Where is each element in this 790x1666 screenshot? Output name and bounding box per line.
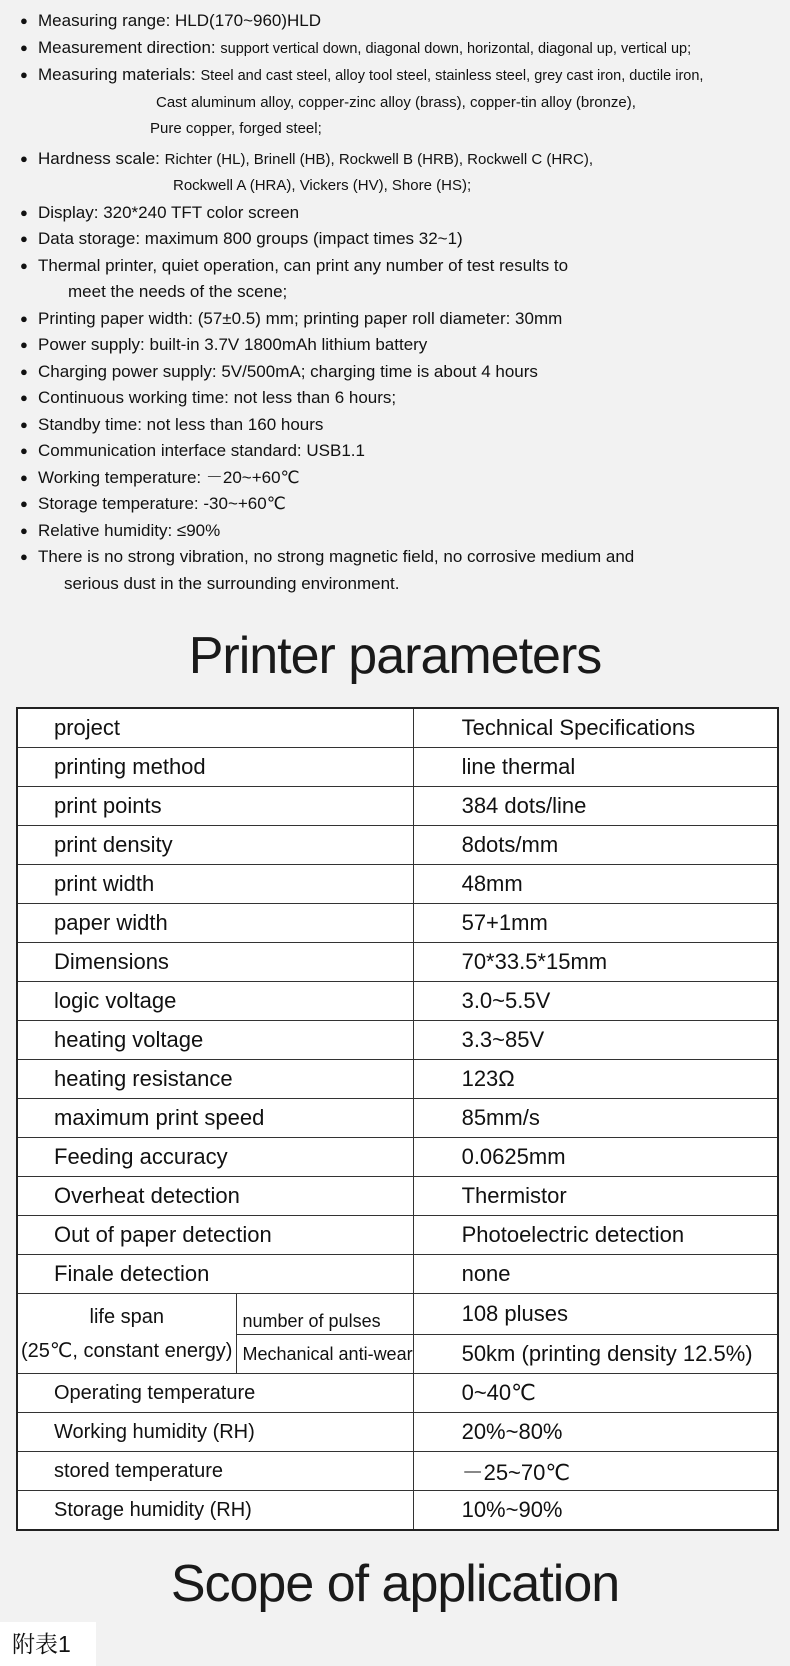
spec-value: －20~+60℃ bbox=[205, 467, 300, 487]
param-value-cell: Thermistor bbox=[413, 1177, 778, 1216]
param-value-cell: 57+1mm bbox=[413, 904, 778, 943]
param-value-cell: 8dots/mm bbox=[413, 826, 778, 865]
lifespan-row bbox=[17, 1294, 778, 1335]
printer-parameters-heading: Printer parameters bbox=[188, 627, 602, 685]
param-name-cell: maximum print speed bbox=[17, 1099, 413, 1138]
bullet-icon: ● bbox=[20, 496, 28, 511]
spec-item bbox=[18, 8, 790, 35]
spec-value: (57±0.5) mm; printing paper roll diameter: 30mm bbox=[197, 308, 563, 328]
table-row bbox=[17, 904, 778, 943]
spec-continuation: Rockwell A (HRA), Vickers (HV), Shore (HS); bbox=[173, 177, 472, 194]
param-name-cell: Operating temperature bbox=[17, 1374, 413, 1413]
param-name-cell: print density bbox=[17, 826, 413, 865]
bullet-icon: ● bbox=[20, 150, 28, 166]
param-value-cell: 0~40℃ bbox=[413, 1374, 778, 1413]
spec-continuation: Cast aluminum alloy, copper-zinc alloy (brass), copper-tin alloy (bronze), bbox=[156, 93, 636, 111]
param-value-cell: line thermal bbox=[413, 748, 778, 787]
bullet-icon: ● bbox=[20, 416, 28, 432]
table-row bbox=[17, 1138, 778, 1177]
spec-label: Standby time: bbox=[38, 414, 147, 434]
param-value-cell: 0.0625mm bbox=[413, 1138, 778, 1177]
spec-value: maximum 800 groups (impact times 32~1) bbox=[144, 229, 463, 248]
spec-label: Communication interface standard: bbox=[38, 441, 307, 460]
spec-continuation: meet the needs of the scene; bbox=[68, 282, 288, 301]
bullet-icon: ● bbox=[20, 522, 28, 538]
param-name-cell: Feeding accuracy bbox=[17, 1138, 413, 1177]
table-row bbox=[17, 865, 778, 904]
spec-item bbox=[18, 332, 790, 359]
spec-item bbox=[18, 438, 790, 465]
spec-label: Relative humidity: bbox=[38, 520, 177, 540]
table-row bbox=[17, 1177, 778, 1216]
bullet-icon: ● bbox=[20, 443, 28, 458]
param-value-cell: 3.3~85V bbox=[413, 1021, 778, 1060]
spec-label: Storage temperature: bbox=[38, 494, 204, 513]
spec-item bbox=[18, 465, 790, 492]
param-name-cell: Out of paper detection bbox=[17, 1216, 413, 1255]
spec-item bbox=[18, 306, 790, 333]
scope-of-application-heading: Scope of application bbox=[170, 1555, 620, 1613]
spec-value: 5V/500mA; charging time is about 4 hours bbox=[221, 361, 538, 381]
bullet-icon: ● bbox=[20, 337, 28, 352]
param-value-cell: 85mm/s bbox=[413, 1099, 778, 1138]
spec-label: Measuring materials: bbox=[38, 65, 201, 84]
spec-value: Steel and cast steel, alloy tool steel, stainless steel, grey cast iron, ductile iron, bbox=[200, 68, 704, 84]
appendix-label: 附表1 bbox=[0, 1622, 96, 1666]
spec-item bbox=[18, 253, 790, 306]
bullet-icon: ● bbox=[20, 469, 28, 485]
spec-label: Display: bbox=[38, 202, 104, 222]
bullet-icon: ● bbox=[20, 204, 28, 220]
spec-item bbox=[18, 518, 790, 545]
spec-label: Charging power supply: bbox=[38, 361, 222, 381]
bullet-icon: ● bbox=[20, 310, 28, 326]
spec-item bbox=[18, 544, 790, 597]
spec-continuation: Pure copper, forged steel; bbox=[150, 120, 322, 137]
bullet-icon: ● bbox=[20, 231, 28, 246]
table-row bbox=[17, 787, 778, 826]
param-name-cell: printing method bbox=[17, 748, 413, 787]
spec-item bbox=[18, 359, 790, 386]
spec-item bbox=[18, 412, 790, 439]
spec-label: There is no strong vibration, no strong magnetic field, no corrosive medium and bbox=[38, 547, 635, 566]
printer-parameters-table bbox=[16, 707, 779, 1531]
param-value-cell: －25~70℃ bbox=[413, 1452, 778, 1491]
param-name-cell: Finale detection bbox=[17, 1255, 413, 1294]
param-name-cell: print width bbox=[17, 865, 413, 904]
bullet-icon: ● bbox=[20, 257, 28, 273]
spec-label: Printing paper width: bbox=[38, 308, 198, 328]
spec-value: -30~+60℃ bbox=[203, 494, 286, 513]
table-row bbox=[17, 1452, 778, 1491]
spec-value: support vertical down, diagonal down, horizontal, diagonal up, vertical up; bbox=[220, 40, 692, 57]
bullet-icon: ● bbox=[20, 549, 28, 564]
spec-value: not less than 160 hours bbox=[146, 414, 324, 434]
spec-label: Measuring range: bbox=[38, 11, 176, 30]
param-value-cell: 20%~80% bbox=[413, 1413, 778, 1452]
table-row bbox=[17, 1374, 778, 1413]
bullet-icon: ● bbox=[20, 390, 28, 405]
spec-item bbox=[18, 226, 790, 253]
spec-value: built-in 3.7V 1800mAh lithium battery bbox=[149, 335, 428, 354]
spec-value: 320*240 TFT color screen bbox=[103, 202, 300, 222]
param-value-cell: 10%~90% bbox=[413, 1491, 778, 1531]
table-header-row bbox=[17, 708, 778, 748]
table-row bbox=[17, 1413, 778, 1452]
bullet-icon: ● bbox=[20, 67, 28, 82]
table-row bbox=[17, 1060, 778, 1099]
pulses-label-cell: number of pulses bbox=[236, 1294, 413, 1335]
spec-item bbox=[18, 146, 790, 200]
spec-item bbox=[18, 35, 790, 63]
header-project-cell: project bbox=[17, 708, 413, 748]
spec-value: ≤90% bbox=[176, 520, 221, 540]
anti-wear-value-cell: 50km (printing density 12.5%) bbox=[413, 1335, 778, 1374]
anti-wear-label-cell: Mechanical anti-wear bbox=[236, 1335, 413, 1374]
param-value-cell: 123Ω bbox=[413, 1060, 778, 1099]
param-name-cell: Working humidity (RH) bbox=[17, 1413, 413, 1452]
bullet-icon: ● bbox=[20, 13, 28, 28]
table-row bbox=[17, 1216, 778, 1255]
spec-value: USB1.1 bbox=[306, 441, 365, 460]
param-value-cell: 48mm bbox=[413, 865, 778, 904]
spec-label: Continuous working time: bbox=[38, 388, 234, 407]
lifespan-label-cell bbox=[17, 1294, 236, 1374]
spec-label: Hardness scale: bbox=[38, 148, 165, 168]
table-row bbox=[17, 943, 778, 982]
param-name-cell: Overheat detection bbox=[17, 1177, 413, 1216]
table-row bbox=[17, 826, 778, 865]
spec-item bbox=[18, 62, 790, 143]
table-row bbox=[17, 1099, 778, 1138]
lifespan-label-line2: (25℃, constant energy) bbox=[21, 1339, 233, 1362]
spec-label: Working temperature: bbox=[38, 467, 206, 487]
table-row bbox=[17, 982, 778, 1021]
param-name-cell: print points bbox=[17, 787, 413, 826]
spec-item bbox=[18, 385, 790, 412]
bullet-icon: ● bbox=[20, 39, 28, 55]
bullet-icon: ● bbox=[20, 363, 28, 379]
param-name-cell: heating voltage bbox=[17, 1021, 413, 1060]
param-name-cell: paper width bbox=[17, 904, 413, 943]
spec-value: not less than 6 hours; bbox=[233, 388, 397, 407]
spec-label: Power supply: bbox=[38, 335, 150, 354]
param-value-cell: 384 dots/line bbox=[413, 787, 778, 826]
param-name-cell: Dimensions bbox=[17, 943, 413, 982]
param-value-cell: 3.0~5.5V bbox=[413, 982, 778, 1021]
param-name-cell: stored temperature bbox=[17, 1452, 413, 1491]
spec-label: Thermal printer, quiet operation, can print any number of test results to bbox=[38, 255, 569, 275]
param-name-cell: logic voltage bbox=[17, 982, 413, 1021]
spec-value: Richter (HL), Brinell (HB), Rockwell B (HRB), Rockwell C (HRC), bbox=[164, 150, 594, 168]
param-value-cell: none bbox=[413, 1255, 778, 1294]
spec-label: Measurement direction: bbox=[38, 37, 221, 57]
spec-item bbox=[18, 200, 790, 227]
header-specifications-cell: Technical Specifications bbox=[413, 708, 778, 748]
table-row bbox=[17, 748, 778, 787]
param-name-cell: heating resistance bbox=[17, 1060, 413, 1099]
spec-label: Data storage: bbox=[38, 229, 145, 248]
specification-list bbox=[18, 8, 790, 597]
spec-continuation: serious dust in the surrounding environment. bbox=[64, 573, 400, 593]
lifespan-label-line1: life span bbox=[89, 1305, 164, 1328]
pulses-value-cell: 108 pluses bbox=[413, 1294, 778, 1335]
param-value-cell: 70*33.5*15mm bbox=[413, 943, 778, 982]
table-row bbox=[17, 1021, 778, 1060]
spec-value: HLD(170~960)HLD bbox=[175, 11, 322, 30]
table-row bbox=[17, 1255, 778, 1294]
spec-item bbox=[18, 491, 790, 518]
param-name-cell: Storage humidity (RH) bbox=[17, 1491, 413, 1531]
table-row bbox=[17, 1491, 778, 1531]
param-value-cell: Photoelectric detection bbox=[413, 1216, 778, 1255]
